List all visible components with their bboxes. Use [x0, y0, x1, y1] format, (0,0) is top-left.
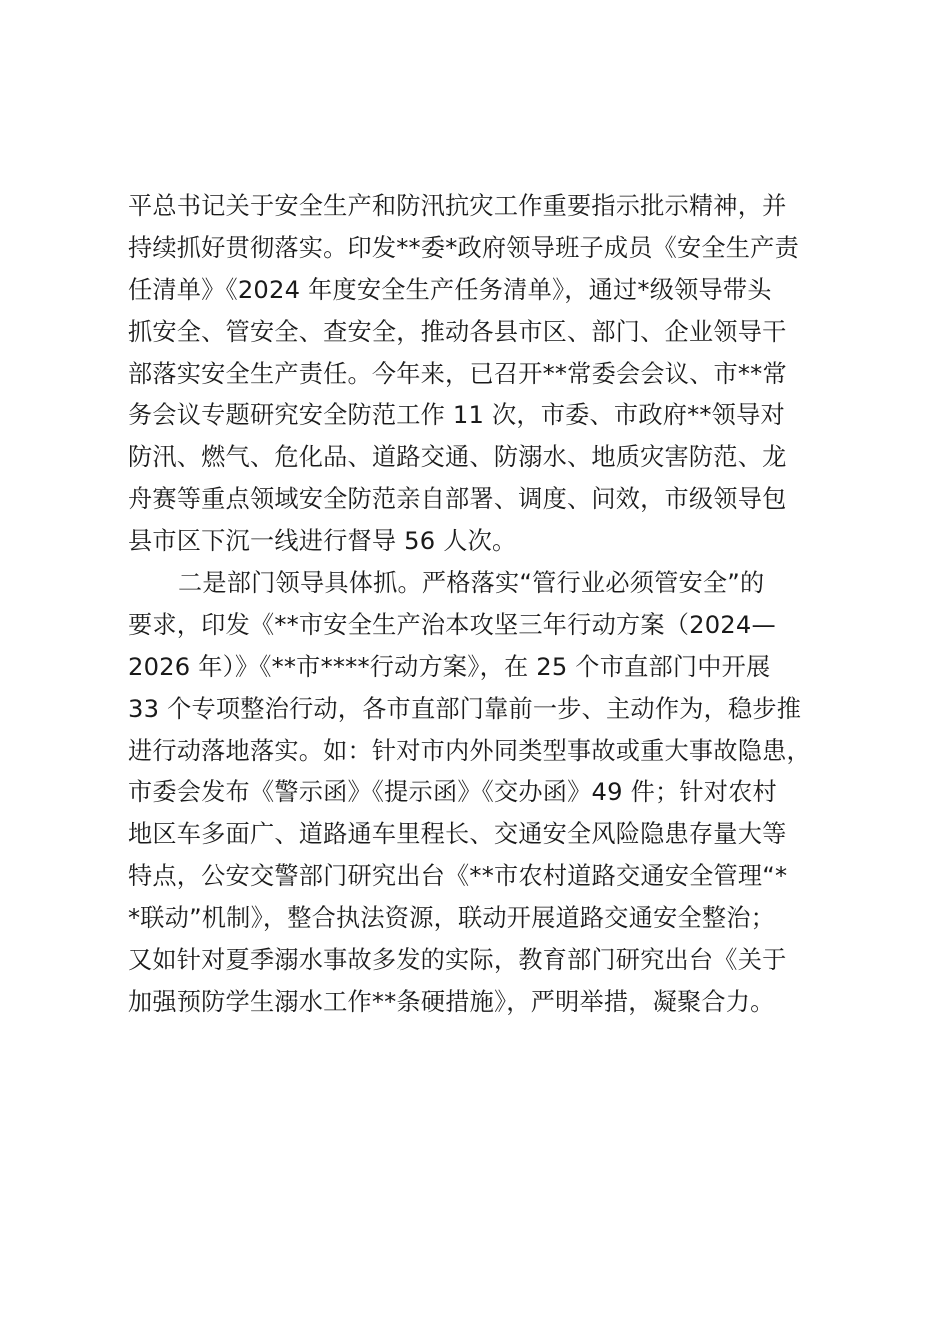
text-line: 二是部门领导具体抓。严格落实“管行业必须管安全”的	[178, 569, 765, 598]
text-line: 地区车多面广、道路通车里程长、交通安全风险隐患存量大等	[128, 820, 787, 849]
text-line: 加强预防学生溺水工作**条硬措施》，严明举措，凝聚合力。	[128, 987, 775, 1016]
text-line: 33 个专项整治行动，各市直部门靠前一步、主动作为，稳步推	[128, 694, 802, 723]
text-line: 任清单》《2024 年度安全生产任务清单》，通过*级领导带头	[128, 275, 772, 304]
text-line: 2026 年）》《**市****行动方案》，在 25 个市直部门中开展	[128, 652, 771, 681]
text-line: 市委会发布《警示函》《提示函》《交办函》49 件；针对农村	[128, 778, 777, 807]
paragraph-1	[128, 186, 840, 563]
text-line: 又如针对夏季溺水事故多发的实际，教育部门研究出台《关于	[128, 946, 787, 975]
text-line: 防汛、燃气、危化品、道路交通、防溺水、地质灾害防范、龙	[128, 443, 787, 472]
text-line: 部落实安全生产责任。今年来，已召开**常委会会议、市**常	[128, 359, 787, 388]
text-line: 平总书记关于安全生产和防汛抗灾工作重要指示批示精神，并	[128, 192, 787, 220]
text-line: *联动”机制》，整合执法资源，联动开展道路交通安全整治；	[128, 904, 776, 933]
text-line: 抓安全、管安全、查安全，推动各县市区、部门、企业领导干	[128, 317, 787, 346]
text-line: 舟赛等重点领域安全防范亲自部署、调度、问效，市级领导包	[128, 485, 787, 514]
document-body	[128, 186, 840, 1024]
text-line: 进行动落地落实。如：针对市内外同类型事故或重大事故隐患，	[128, 736, 811, 765]
text-line: 县市区下沉一线进行督导 56 人次。	[128, 527, 517, 556]
paragraph-2	[128, 563, 840, 1024]
text-line: 要求，印发《**市安全生产治本攻坚三年行动方案（2024—	[128, 610, 776, 639]
text-line: 持续抓好贯彻落实。印发**委*政府领导班子成员《安全生产责	[128, 233, 799, 262]
text-line: 务会议专题研究安全防范工作 11 次，市委、市政府**领导对	[128, 401, 785, 430]
text-line: 特点，公安交警部门研究出台《**市农村道路交通安全管理“*	[128, 862, 788, 891]
